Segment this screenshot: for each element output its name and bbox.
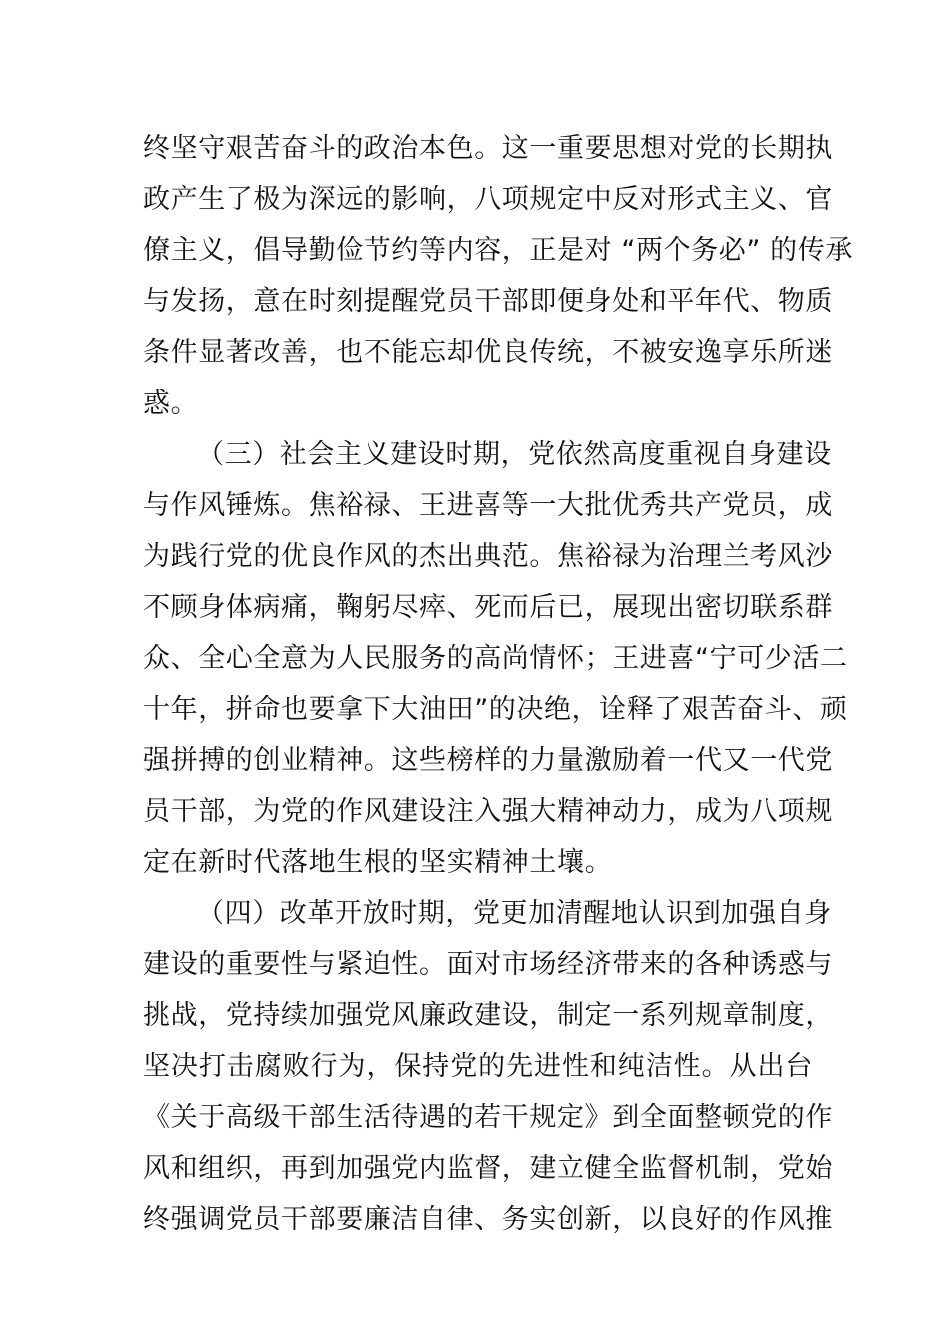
paragraph-1-line-5: 条件显著改善，也不能忘却优良传统，不被安逸享乐所迷 [143, 337, 833, 368]
paragraph-3-line-4: 坚决打击腐败行为，保持党的先进性和纯洁性。从出台 [143, 1051, 813, 1082]
paragraph-1-line-2: 政产生了极为深远的影响，八项规定中反对形式主义、官 [143, 184, 833, 215]
paragraph-2-line-2: 与作风锤炼。焦裕禄、王进喜等一大批优秀共产党员，成 [143, 490, 833, 521]
paragraph-3-line-2: 建设的重要性与紧迫性。面对市场经济带来的各种诱惑与 [143, 949, 833, 980]
document-body [143, 123, 853, 1245]
paragraph-2-line-7: 强拼搏的创业精神。这些榜样的力量激励着一代又一代党 [143, 745, 833, 776]
paragraph-3-line-7: 终强调党员干部要廉洁自律、务实创新，以良好的作风推 [143, 1204, 833, 1235]
paragraph-2-line-5: 众、全心全意为人民服务的高尚情怀；王进喜“宁可少活二 [143, 643, 848, 674]
paragraph-3-line-5: 《关于高级干部生活待遇的若干规定》到全面整顿党的作 [143, 1102, 833, 1133]
paragraph-3-line-6: 风和组织，再到加强党内监督，建立健全监督机制，党始 [143, 1153, 833, 1184]
paragraph-1-line-1: 终坚守艰苦奋斗的政治本色。这一重要思想对党的长期执 [143, 133, 833, 164]
paragraph-2-line-3: 为践行党的优良作风的杰出典范。焦裕禄为治理兰考风沙 [143, 541, 833, 572]
paragraph-2-line-6: 十年，拼命也要拿下大油田”的决绝，诠释了艰苦奋斗、顽 [143, 694, 848, 725]
paragraph-1-line-3: 僚主义，倡导勤俭节约等内容，正是对 “两个务必” 的传承 [143, 235, 853, 266]
paragraph-2-line-1: （三）社会主义建设时期，党依然高度重视自身建设 [197, 439, 832, 470]
paragraph-2-line-8: 员干部，为党的作风建设注入强大精神动力，成为八项规 [143, 796, 833, 827]
paragraph-2-line-9: 定在新时代落地生根的坚实精神土壤。 [143, 847, 613, 878]
paragraph-3-line-3: 挑战，党持续加强党风廉政建设，制定一系列规章制度， [143, 1000, 833, 1031]
paragraph-2-line-4: 不顾身体病痛，鞠躬尽瘁、死而后已，展现出密切联系群 [143, 592, 833, 623]
paragraph-1-line-6: 惑。 [143, 388, 199, 419]
paragraph-3-line-1: （四）改革开放时期，党更加清醒地认识到加强自身 [197, 898, 832, 929]
paragraph-1-line-4: 与发扬，意在时刻提醒党员干部即便身处和平年代、物质 [143, 286, 833, 317]
